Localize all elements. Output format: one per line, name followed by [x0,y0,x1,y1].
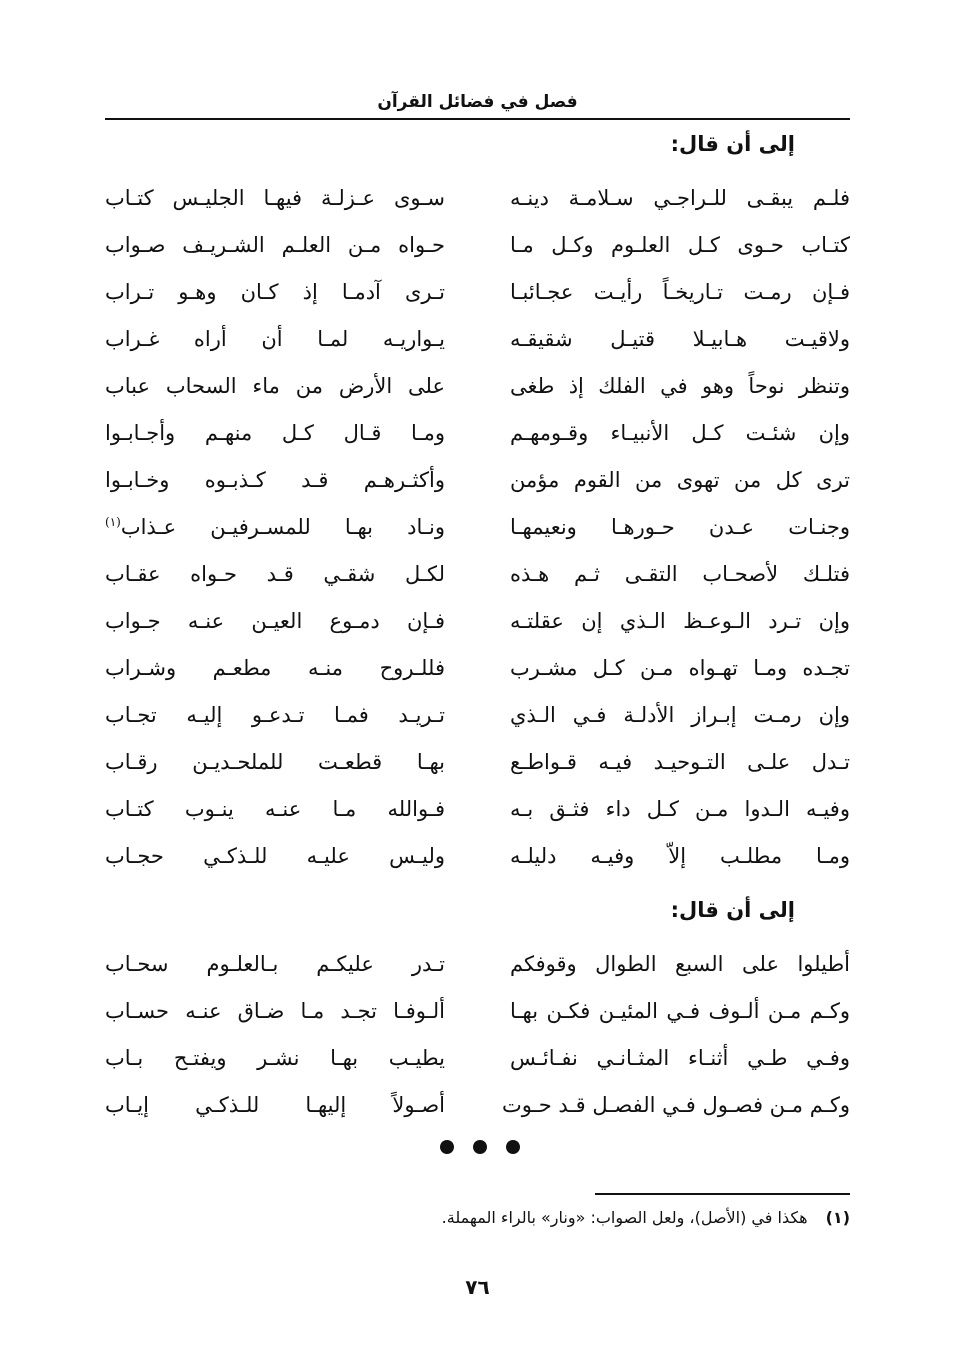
verse-second-hemistich: فـإن دمـوع العيـن عنـه جـواب [105,608,445,633]
verse-second-hemistich: تـرى آدمـا إذ كـان وهـو تـراب [105,279,445,304]
poem-section-2 [105,940,850,1128]
verse-second-hemistich: تـريـد فمـا تـدعـو إليـه تجـاب [105,702,445,727]
verse-first-hemistich: تـدل علـى التـوحيـد فيـه قـواطـع [510,749,850,774]
ornament-dot [440,1140,454,1154]
verse-row [105,785,850,832]
verse-row [105,940,850,987]
verse-first-hemistich: فلـم يبقـى للـراجـي سـلامـة دينـه [510,185,850,210]
ornament-dot [473,1140,487,1154]
verse-first-hemistich: كتـاب حـوى كـل العلـوم وكـل مـا [510,232,850,257]
verse-first-hemistich: فتلـك لأصحـاب التقـى ثـم هـذه [510,561,850,586]
verse-first-hemistich: وجنـات عـدن حـورهـا ونعيمهـا [510,514,850,539]
verse-row [105,738,850,785]
verse-first-hemistich: ترى كل من تهوى من القوم مؤمن [510,467,850,492]
verse-row [105,503,850,550]
verse-row [105,315,850,362]
verse-first-hemistich: أطيلوا على السبع الطوال وقوفكم [510,951,850,976]
verse-row [105,456,850,503]
section-heading: إلى أن قال: [670,898,795,922]
verse-first-hemistich: وفـي طـي أثنـاء المثـانـي نفـائـس [510,1045,850,1070]
verse-first-hemistich: ومـا مطلـب إلاّ وفيـه دليلـه [510,843,850,868]
verse-row [105,1081,850,1128]
footnote-number: (١) [825,1208,850,1227]
verse-second-hemistich: وأكثـرهـم قـد كـذبـوه وخـابـوا [105,467,445,492]
verse-row [105,174,850,221]
page-number: ٧٦ [465,1275,490,1299]
verse-second-hemistich: أصـولاً إليهـا للـذكـي إيـاب [105,1092,445,1117]
verse-first-hemistich: ولاقيـت هـابيـلا قتيـل شقيقـه [510,326,850,351]
verse-second-hemistich: على الأرض من ماء السحاب عباب [105,373,445,398]
footnote [442,1208,850,1227]
footnote-separator [595,1193,850,1195]
verse-second-hemistich: فـوالله مـا عنـه ينـوب كتـاب [105,796,445,821]
running-header [105,88,850,120]
section-end-ornament [440,1140,520,1154]
verse-second-hemistich: سـوى عـزلـة فيهـا الجليـس كتـاب [105,185,445,210]
verse-row [105,268,850,315]
footnote-text: هكذا في (الأصل)، ولعل الصواب: «ونار» بالراء المهملة. [441,1208,808,1227]
verse-first-hemistich: وإن رمـت إبـراز الأدلـة فـي الـذي [510,702,850,727]
verse-second-hemistich: يطيـب بهـا نشـر ويفتـح بـاب [105,1045,445,1070]
poem-section-1 [105,174,850,879]
verse-row [105,987,850,1034]
verse-row [105,644,850,691]
verse-first-hemistich: وكـم مـن فصـول فـي الفصـل قـد حـوت [502,1092,850,1117]
verse-second-hemistich: تـدر عليكـم بـالعلـوم سحـاب [105,951,445,976]
verse-second-hemistich: حـواه مـن العلـم الشـريـف صـواب [105,232,445,257]
verse-second-hemistich: وليـس عليـه للـذكـي حجـاب [105,843,445,868]
verse-row [105,691,850,738]
verse-first-hemistich: وإن تـرد الـوعـظ الـذي إن عقلتـه [510,608,850,633]
verse-row [105,550,850,597]
verse-text: ونـاد بهـا للمسـرفيـن عـذاب [120,514,445,539]
verse-row [105,362,850,409]
verse-row [105,1034,850,1081]
verse-first-hemistich: تجـده ومـا تهـواه مـن كـل مشـرب [510,655,850,680]
footnote-marker: (١) [105,514,121,529]
verse-second-hemistich: ومـا قـال كـل منهـم وأجـابـوا [105,420,445,445]
verse-row [105,832,850,879]
verse-second-hemistich: فللـروح منـه مطعـم وشـراب [105,655,445,680]
verse-second-hemistich: ألـوفـا تجـد مـا ضـاق عنـه حسـاب [105,998,445,1023]
verse-second-hemistich: لكـل شقـي قـد حـواه عقـاب [105,561,445,586]
verse-first-hemistich: وإن شئـت كـل الأنبيـاء وقـومهـم [510,420,850,445]
verse-second-hemistich: يـواريـه لمـا أن أراه غـراب [105,326,445,351]
verse-row [105,221,850,268]
verse-row [105,409,850,456]
verse-first-hemistich: وتنظر نوحاً وهو في الفلك إذ طغى [510,373,850,398]
ornament-dot [506,1140,520,1154]
verse-second-hemistich: بهـا قطعـت للملحـديـن رقـاب [105,749,445,774]
running-header-title: فصل في فضائل القرآن [377,92,578,112]
verse-first-hemistich: فـإن رمـت تـاريخـاً رأيـت عجـائبـا [510,279,850,304]
verse-second-hemistich [105,515,445,539]
section-heading: إلى أن قال: [670,132,795,156]
verse-first-hemistich: وكـم مـن ألـوف فـي المئيـن فكـن بهـا [510,998,850,1023]
verse-row [105,597,850,644]
verse-first-hemistich: وفيـه الـدوا مـن كـل داء فثـق بـه [510,796,850,821]
